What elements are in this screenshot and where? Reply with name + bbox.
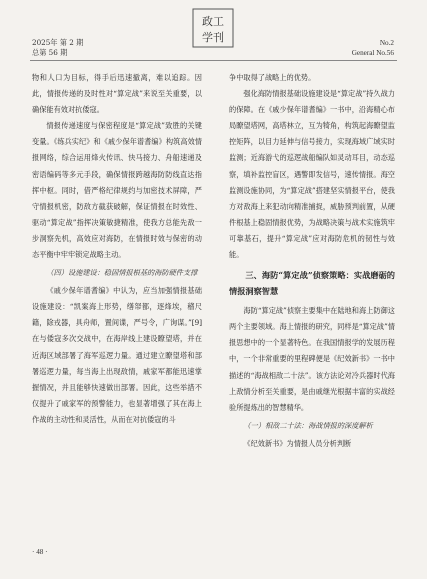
issue-number-en: No.2	[379, 39, 394, 47]
subheading: （一）相敌二十法：海战情报的深度解析	[243, 420, 373, 430]
total-issue-cn: 总第 56 期	[32, 48, 68, 57]
page-number: · 48 ·	[32, 548, 48, 556]
paragraph: 《戚少保年谱耆编》中认为，应当加强情报基础设施建设：“凯案海上形势，缮帑都，逐烽埃，稽尺籍，除戎器，具舟师，置间谍，严号令，广询谋。”[9]在与倭寇多次交战中，在海岸线上建设瞭望塔，并在近海区域部署了海军巡逻力量。通过建立瞭望塔和部署巡逻力量，每当海上出现敌情，戚家军都能迅速掌握情况，并且能够快速做出部署。因此，这些举措不仅提升了戚家军的预警能力，也显著增强了其在海上作战的主动性和灵活性，从而在对抗倭寇的斗	[32, 286, 202, 424]
left-column	[32, 70, 202, 428]
issue-info-cn	[32, 38, 83, 58]
paragraph: 海防“算定战”侦察主要集中在陆地和海上防御这两个主要领域。海上情报的研究，同样是“算定战”情报思想中的一个显著特色。在我国情报学的发展历程中，一个非常重要的里程碑便是《纪效新书》一书中描述的“海战相敌二十法”。该方法论对冷兵器时代海上敌情分析至关重要，是由戚继光根据丰富的实战经验所提炼出的智慧精华。	[229, 306, 395, 412]
journal-logo	[192, 8, 234, 48]
page-header	[0, 0, 427, 66]
right-column	[229, 70, 395, 452]
paragraph: 强化海防情报基础设施建设是“算定战”持久战力的保障。在《戚少保年谱耆编》一书中，沿海精心布局瞭望塔网，高塔林立，互为犄角，构筑起海瞭望监控矩阵，以目力延伸与信号接力，实现海域广域实时监测；近海游弋的巡逻战船编队如灵动耳目，动态巡察，填补监控盲区，遇警即发信号，速传情报。海空监测设施协同，为“算定战”搭建坚实情报平台，使我方对敌海上来犯动向精准捕捉，威胁预判前置，从硬件根基上稳固情报优势，为战略决策与战术实施筑牢可靠基石，提升“算定战”应对海防危机的韧性与效能。	[229, 89, 395, 260]
total-issue-en: General No.56	[351, 49, 394, 57]
issue-number-cn: 2025年 第 2 期	[32, 38, 84, 47]
issue-info-en	[352, 38, 394, 58]
svg-text:政工: 政工	[202, 15, 224, 28]
section-title: 三、海防“算定战”侦察策略：实战磨砺的情报洞察智慧	[229, 270, 395, 297]
paragraph: 情报传递速度与保密程度是“算定战”致胜的关键变量。《练兵实纪》和《戚少保年谱耆编》构筑高效情报网络，综合运用烽火传讯、快马接力、舟船速递及密语编码等多元手段，确保情报跨越海防防线直达指挥中枢。同时，借严格纪律规约与加密技术屏障，严守情报机密，防敌方截获破解，保证情报在时效性、驱动“算定战”指挥决策敏捷精准，使我方总能先敌一步洞察先机，高效应对海防，在情报时效与保密的动态平衡中牢牢锁定战略主动。	[32, 121, 202, 260]
paragraph: 争中取得了战略上的优势。	[229, 73, 316, 82]
svg-text:学刊: 学刊	[202, 31, 224, 44]
header-rule	[30, 60, 397, 61]
subheading: （四）设施建设：稳固情报根基的海防硬件支撑	[46, 268, 198, 278]
paragraph: 物和人口为目标，得手后迅速撤离，难以追踪。因此，情报传递的及时性对“算定战”来说至关重要，以确保能有效对抗倭寇。	[32, 73, 202, 115]
paragraph: 《纪效新书》为情报人员分析判断	[243, 438, 352, 448]
